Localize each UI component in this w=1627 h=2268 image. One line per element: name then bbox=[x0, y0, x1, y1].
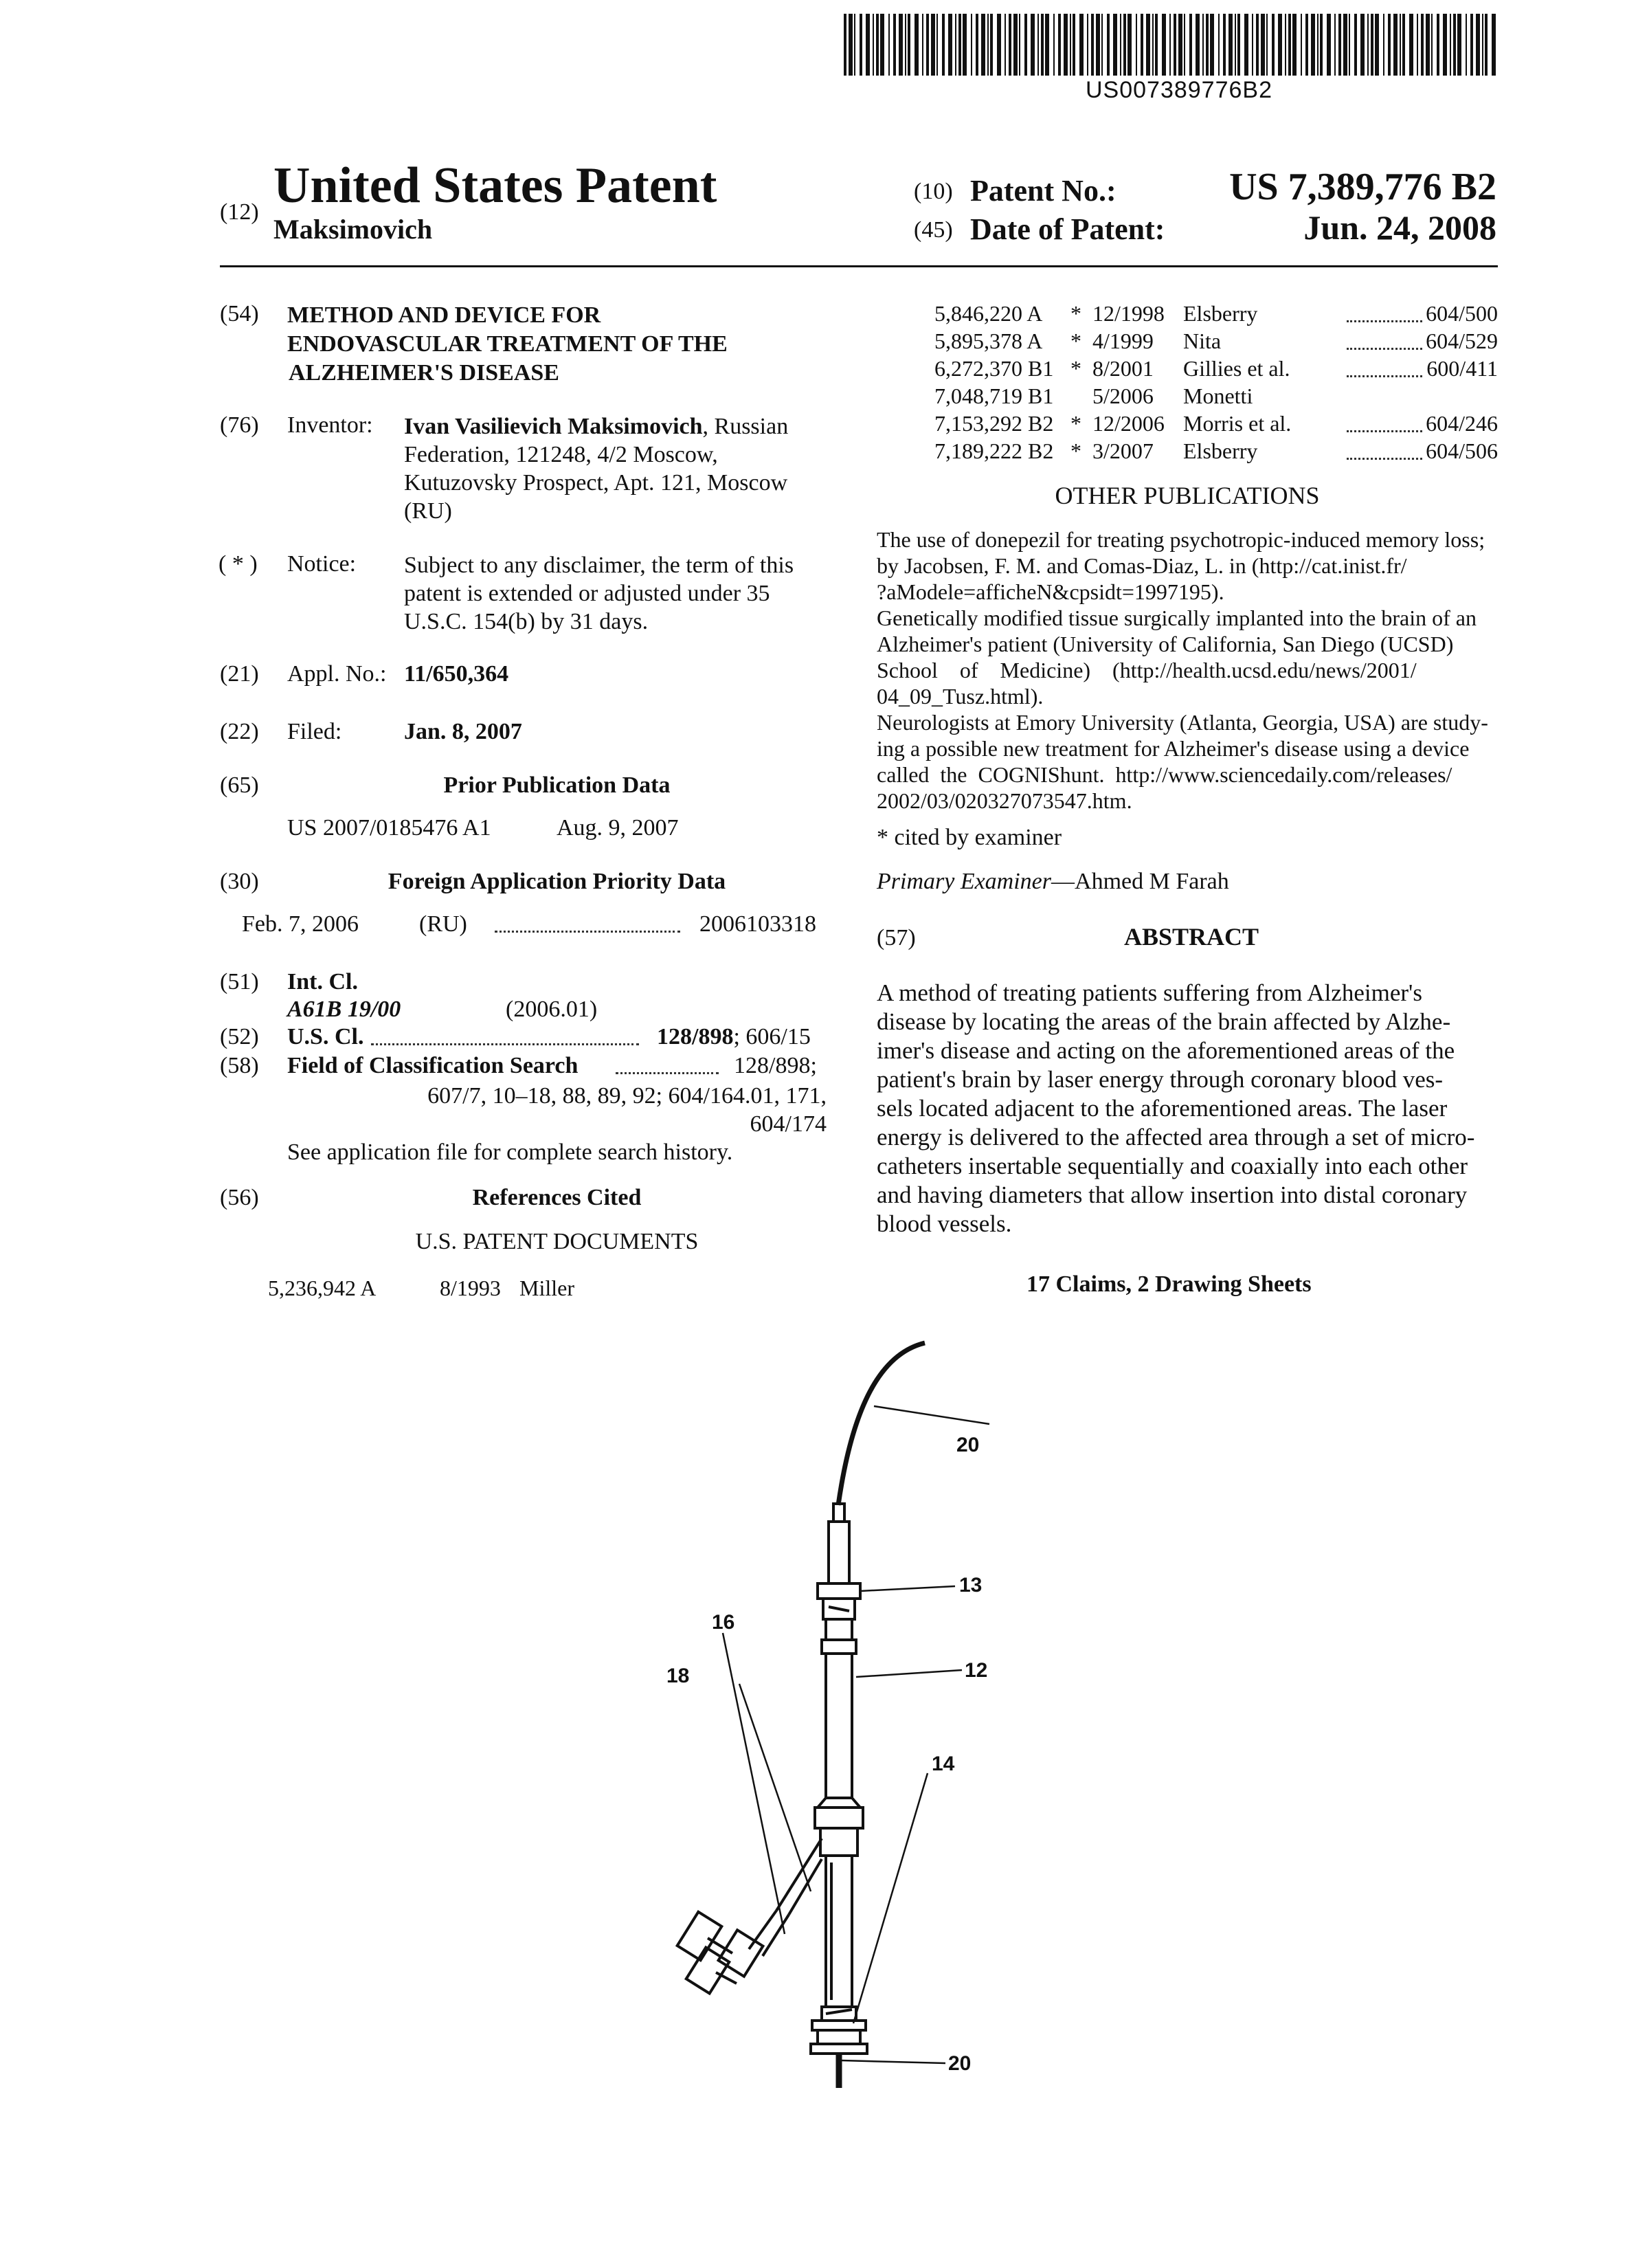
abstract-line: patient's brain by laser energy through coronary blood ves- bbox=[877, 1066, 1444, 1093]
code-10: (10) bbox=[914, 179, 953, 204]
inventor-label: Inventor: bbox=[287, 412, 373, 438]
field-label: Field of Classification Search bbox=[287, 1053, 579, 1078]
prior-pub-number: US 2007/0185476 A1 bbox=[287, 815, 491, 841]
pub-line: by Jacobsen, F. M. and Comas-Diaz, L. in (http://cat.inist.fr/ bbox=[877, 553, 1407, 578]
reference-row bbox=[934, 383, 1498, 411]
ref-date: 5/2006 bbox=[1092, 383, 1154, 408]
abstract-heading: ABSTRACT bbox=[1124, 923, 1259, 950]
intcl-code: (51) bbox=[220, 969, 259, 994]
uscl-rest: ; 606/15 bbox=[733, 1024, 811, 1049]
notice-line: Subject to any disclaimer, the term of this bbox=[404, 553, 794, 578]
ref-label: 18 bbox=[666, 1665, 690, 1687]
leader-dots bbox=[495, 931, 680, 933]
catheter-drawing bbox=[605, 1333, 1031, 2089]
ref-number: 7,048,719 B1 bbox=[934, 383, 1054, 408]
leader-dots bbox=[616, 1072, 719, 1074]
reference-row bbox=[934, 329, 1498, 356]
notice-line: patent is extended or adjusted under 35 bbox=[404, 581, 770, 606]
abstract-line: disease by locating the areas of the brain affected by Alzhe- bbox=[877, 1008, 1451, 1035]
notice-label: Notice: bbox=[287, 551, 357, 577]
intcl-year: (2006.01) bbox=[506, 997, 598, 1022]
foreign-heading: Foreign Application Priority Data bbox=[388, 869, 726, 894]
ref-star: * bbox=[1070, 411, 1081, 436]
abstract-code: (57) bbox=[877, 925, 916, 950]
patent-date: Jun. 24, 2008 bbox=[1303, 208, 1496, 247]
code-45: (45) bbox=[914, 217, 953, 243]
prior-code: (65) bbox=[220, 772, 259, 798]
ref-star: * bbox=[1070, 329, 1081, 353]
inventor-name: Ivan Vasilievich Maksimovich bbox=[404, 414, 703, 439]
abstract-line: A method of treating patients suffering from Alzheimer's bbox=[877, 979, 1422, 1006]
primary-examiner bbox=[877, 869, 1229, 895]
inventor-line: , Russian bbox=[702, 414, 789, 439]
abstract-line: imer's disease and acting on the aforementioned areas of the bbox=[877, 1037, 1455, 1064]
pub-line: Genetically modified tissue surgically implanted into the brain of an bbox=[877, 605, 1477, 630]
field-code: (58) bbox=[220, 1053, 259, 1078]
ref-number: 5,846,220 A bbox=[934, 301, 1043, 326]
uscl-value bbox=[657, 1024, 811, 1050]
us-docs-heading: U.S. PATENT DOCUMENTS bbox=[415, 1229, 699, 1254]
abstract-line: blood vessels. bbox=[877, 1210, 1012, 1237]
ref-name: Elsberry bbox=[1183, 438, 1258, 463]
pub-line: called the COGNIShunt. http://www.sciencedaily.com/releases/ bbox=[877, 762, 1452, 787]
reference-row bbox=[934, 411, 1498, 438]
foreign-code: (30) bbox=[220, 869, 259, 894]
document-number: US007389776B2 bbox=[1086, 77, 1273, 103]
notice-code: ( * ) bbox=[218, 551, 258, 577]
intcl-class: A61B 19/00 bbox=[287, 997, 401, 1022]
ref-number: 7,153,292 B2 bbox=[934, 411, 1054, 436]
notice-block bbox=[404, 551, 827, 636]
ref-star: * bbox=[1070, 301, 1081, 326]
appl-label: Appl. No.: bbox=[287, 661, 387, 687]
ref-name: Gillies et al. bbox=[1183, 356, 1290, 381]
ref-star: * bbox=[1070, 438, 1081, 463]
foreign-date: Feb. 7, 2006 bbox=[242, 911, 359, 937]
pub-line: The use of donepezil for treating psychotropic-induced memory loss; bbox=[877, 527, 1485, 552]
prior-pub-date: Aug. 9, 2007 bbox=[557, 815, 679, 841]
ref-name: Miller bbox=[519, 1276, 574, 1300]
ref-name: Monetti bbox=[1183, 383, 1253, 408]
inventor-code: (76) bbox=[220, 412, 259, 438]
ref-name: Nita bbox=[1183, 329, 1222, 353]
leader-dots bbox=[1347, 375, 1422, 377]
leader-dots bbox=[1347, 458, 1422, 460]
inventor-line: Kutuzovsky Prospect, Apt. 121, Moscow bbox=[404, 470, 788, 496]
field-note: See application file for complete search history. bbox=[287, 1139, 733, 1165]
ref-date: 12/2006 bbox=[1092, 411, 1165, 436]
ref-star: * bbox=[1070, 356, 1081, 381]
ref-name: Morris et al. bbox=[1183, 411, 1292, 436]
title-code: (54) bbox=[220, 301, 259, 326]
refs-heading: References Cited bbox=[472, 1185, 642, 1210]
ref-number: 5,895,378 A bbox=[934, 329, 1043, 353]
ref-label: 14 bbox=[932, 1753, 955, 1775]
foreign-number: 2006103318 bbox=[699, 911, 816, 937]
claims-note: 17 Claims, 2 Drawing Sheets bbox=[1026, 1271, 1312, 1297]
barcode bbox=[844, 14, 1496, 76]
leader-dots bbox=[1347, 430, 1422, 432]
field-first: 128/898; bbox=[734, 1053, 817, 1078]
inventor-block bbox=[404, 412, 788, 525]
patent-number: US 7,389,776 B2 bbox=[1229, 166, 1496, 208]
pub-line: ing a possible new treatment for Alzheimer's disease using a device bbox=[877, 736, 1470, 761]
ref-date: 3/2007 bbox=[1092, 438, 1154, 463]
title-line: METHOD AND DEVICE FOR bbox=[287, 302, 601, 328]
leader-dots bbox=[1347, 320, 1422, 322]
field-line: 604/174 bbox=[750, 1111, 827, 1137]
uscl-code: (52) bbox=[220, 1024, 259, 1049]
date-label: Date of Patent: bbox=[970, 212, 1165, 246]
abstract-line: sels located adjacent to the aforementioned areas. The laser bbox=[877, 1095, 1448, 1122]
notice-line: U.S.C. 154(b) by 31 days. bbox=[404, 609, 649, 634]
intcl-label: Int. Cl. bbox=[287, 969, 358, 994]
abstract-line: catheters insertable sequentially and coaxially into each other bbox=[877, 1153, 1468, 1179]
inventor-line: (RU) bbox=[404, 498, 452, 524]
ref-label: 20 bbox=[948, 2052, 972, 2075]
examiner-name: —Ahmed M Farah bbox=[1051, 869, 1229, 894]
ref-class: 600/411 bbox=[1426, 356, 1498, 381]
pub-line: ?aModele=afficheN&cpsidt=1997195). bbox=[877, 579, 1224, 604]
pub-line: Neurologists at Emory University (Atlanta, Georgia, USA) are study- bbox=[877, 710, 1488, 735]
ref-name: Elsberry bbox=[1183, 301, 1258, 326]
ref-class: 604/529 bbox=[1426, 329, 1498, 353]
refs-code: (56) bbox=[220, 1185, 259, 1210]
patent-no-label: Patent No.: bbox=[970, 174, 1117, 208]
filed-label: Filed: bbox=[287, 719, 342, 744]
ref-number: 7,189,222 B2 bbox=[934, 438, 1054, 463]
ref-date: 8/2001 bbox=[1092, 356, 1154, 381]
ref-class: 604/246 bbox=[1426, 411, 1498, 436]
uscl-label: U.S. Cl. bbox=[287, 1024, 364, 1049]
other-pubs-block bbox=[877, 526, 1498, 814]
ref-number: 6,272,370 B1 bbox=[934, 356, 1054, 381]
abstract-line: energy is delivered to the affected area through a set of micro- bbox=[877, 1124, 1475, 1150]
pub-line: School of Medicine) (http://health.ucsd.edu/news/2001/ bbox=[877, 658, 1417, 682]
patent-kind-title: United States Patent bbox=[273, 157, 717, 214]
reference-row bbox=[934, 438, 1498, 466]
abstract-line: and having diameters that allow insertion into distal coronary bbox=[877, 1181, 1468, 1208]
header-rule bbox=[220, 265, 1498, 267]
examiner-label: Primary Examiner bbox=[877, 869, 1052, 894]
ref-label: 12 bbox=[965, 1659, 988, 1682]
prior-heading: Prior Publication Data bbox=[443, 772, 671, 798]
ref-date: 12/1998 bbox=[1092, 301, 1165, 326]
ref-date: 4/1999 bbox=[1092, 329, 1154, 353]
filed-code: (22) bbox=[220, 719, 259, 744]
filed-date: Jan. 8, 2007 bbox=[404, 719, 522, 744]
pub-line: 2002/03/020327073547.htm. bbox=[877, 788, 1132, 813]
invention-title bbox=[287, 301, 728, 388]
code-12: (12) bbox=[220, 199, 259, 225]
uscl-bold: 128/898 bbox=[657, 1024, 734, 1049]
ref-label: 20 bbox=[956, 1434, 980, 1456]
ref-class: 604/500 bbox=[1426, 301, 1498, 326]
ref-date: 8/1993 bbox=[440, 1276, 501, 1300]
pub-line: 04_09_Tusz.html). bbox=[877, 684, 1044, 709]
field-block bbox=[287, 1082, 827, 1138]
reference-row bbox=[934, 356, 1498, 383]
other-pubs-heading: OTHER PUBLICATIONS bbox=[1055, 482, 1320, 509]
ref-label: 16 bbox=[712, 1611, 735, 1634]
appl-code: (21) bbox=[220, 661, 259, 687]
reference-row bbox=[934, 301, 1498, 329]
leader-dots bbox=[371, 1043, 639, 1045]
appl-number: 11/650,364 bbox=[404, 661, 509, 687]
ref-number: 5,236,942 A bbox=[268, 1276, 377, 1300]
inventor-surname: Maksimovich bbox=[273, 214, 433, 245]
leader-dots bbox=[1347, 348, 1422, 350]
pub-line: Alzheimer's patient (University of California, San Diego (UCSD) bbox=[877, 632, 1454, 656]
ref-label: 13 bbox=[959, 1574, 983, 1597]
foreign-country: (RU) bbox=[419, 911, 467, 937]
cited-note: * cited by examiner bbox=[877, 825, 1062, 850]
ref-class: 604/506 bbox=[1426, 438, 1498, 463]
field-line: 607/7, 10–18, 88, 89, 92; 604/164.01, 171, bbox=[427, 1083, 827, 1109]
abstract-text bbox=[877, 979, 1498, 1238]
inventor-line: Federation, 121248, 4/2 Moscow, bbox=[404, 442, 718, 467]
title-line: ENDOVASCULAR TREATMENT OF THE bbox=[287, 331, 728, 357]
title-line: ALZHEIMER'S DISEASE bbox=[289, 360, 559, 386]
